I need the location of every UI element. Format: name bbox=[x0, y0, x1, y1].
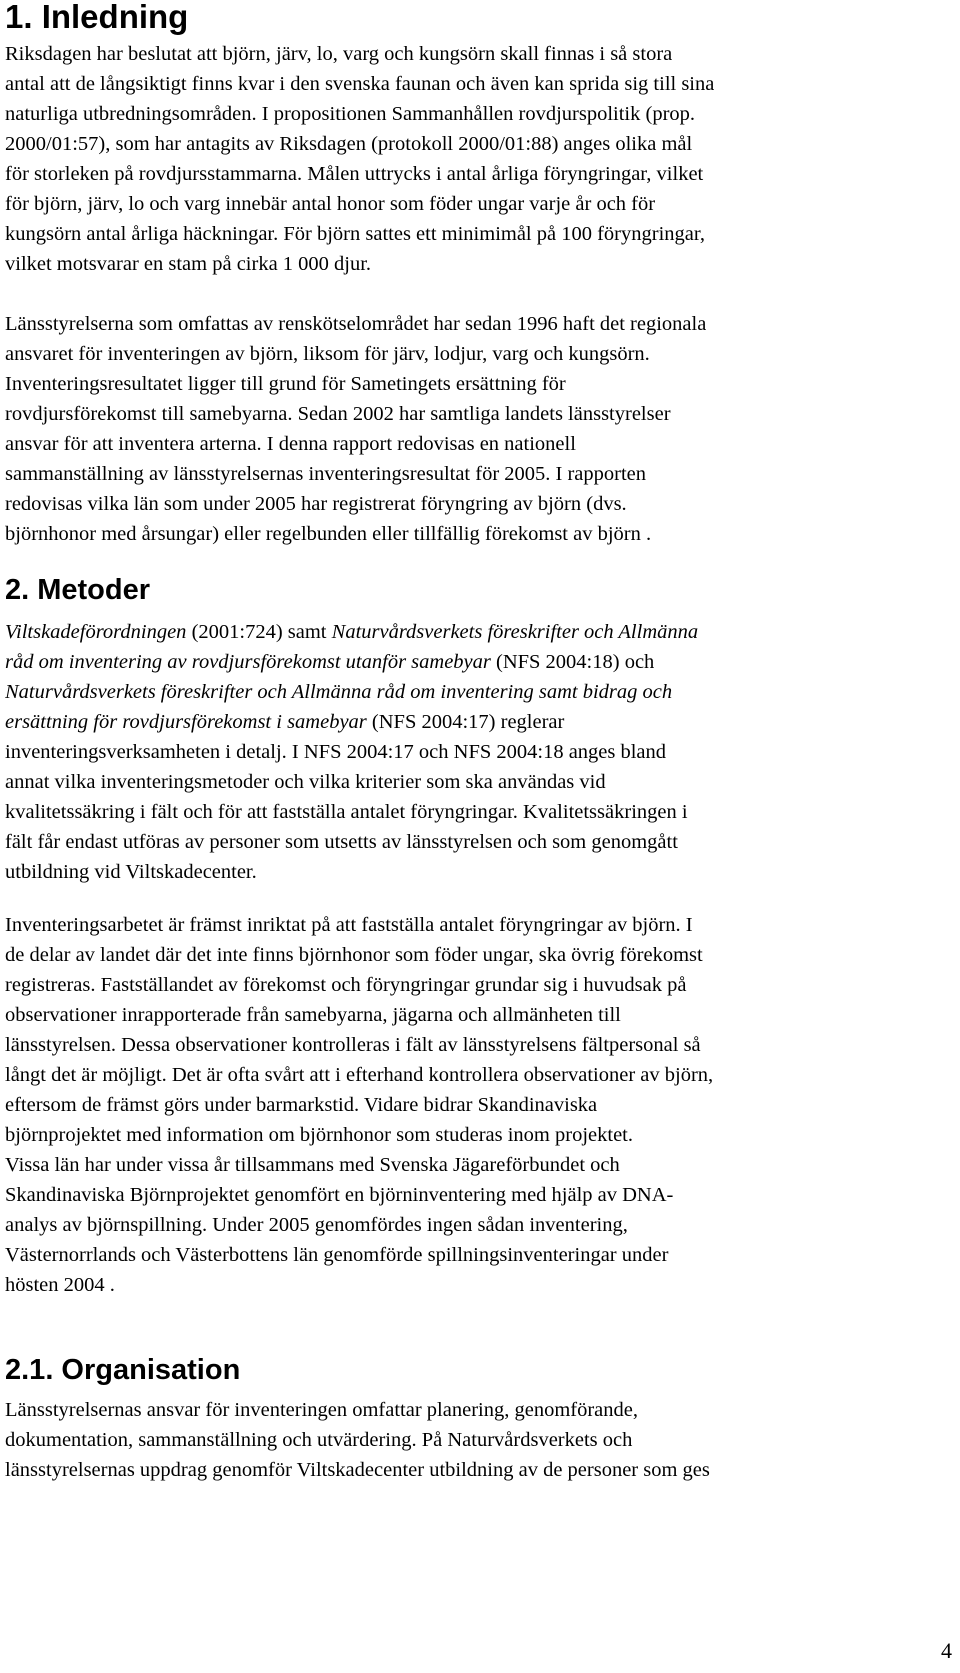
paragraph-metoder-1 bbox=[5, 617, 698, 887]
text-segment: (NFS 2004:17) reglerar bbox=[366, 711, 565, 733]
text-line: Vissa län har under vissa år tillsammans med Svenska Jägareförbundet och bbox=[5, 1154, 620, 1176]
heading-organisation: 2.1. Organisation bbox=[5, 1354, 241, 1386]
text-line: hösten 2004 . bbox=[5, 1274, 115, 1296]
text-line: fält får endast utföras av personer som utsetts av länsstyrelsen och som genomgått bbox=[5, 831, 678, 853]
italic-text: ersättning för rovdjursförekomst i samebyar bbox=[5, 711, 367, 733]
text-line bbox=[5, 707, 698, 737]
text-line: Länsstyrelserna som omfattas av renskötselområdet har sedan 1996 haft det regionala bbox=[5, 313, 707, 335]
text-line: sammanställning av länsstyrelsernas inventeringsresultat för 2005. I rapporten bbox=[5, 463, 647, 485]
text-line: Naturvårdsverkets föreskrifter och Allmänna råd om inventering samt bidrag och bbox=[5, 681, 673, 703]
italic-text: Naturvårdsverkets föreskrifter och Allmänna bbox=[331, 621, 699, 643]
text-line: för björn, järv, lo och varg innebär antal honor som föder ungar varje år och för bbox=[5, 193, 656, 215]
text-line: kungsörn antal årliga häckningar. För björn sattes ett minimimål på 100 föryngringar, bbox=[5, 223, 706, 245]
text-line: länsstyrelsernas uppdrag genomför Viltskadecenter utbildning av de personer som ges bbox=[5, 1459, 710, 1481]
text-line bbox=[5, 617, 698, 647]
text-line: inventeringsverksamheten i detalj. I NFS 2004:17 och NFS 2004:18 anges bland bbox=[5, 741, 667, 763]
text-line: Västernorrlands och Västerbottens län genomförde spillningsinventeringar under bbox=[5, 1244, 669, 1266]
text-line: antal att de långsiktigt finns kvar i den svenska faunan och även kan sprida sig till sina bbox=[5, 73, 715, 95]
text-line: eftersom de främst görs under barmarkstid. Vidare bidrar Skandinaviska bbox=[5, 1094, 598, 1116]
text-line: utbildning vid Viltskadecenter. bbox=[5, 861, 257, 883]
text-line: annat vilka inventeringsmetoder och vilka kriterier som ska användas vid bbox=[5, 771, 606, 793]
heading-inledning: 1. Inledning bbox=[5, 0, 189, 35]
paragraph-rest bbox=[5, 737, 698, 887]
text-line: 2000/01:57), som har antagits av Riksdagen (protokoll 2000/01:88) anges olika mål bbox=[5, 133, 693, 155]
text-line: långt det är möjligt. Det är ofta svårt att i efterhand kontrollera observationer av björn, bbox=[5, 1064, 714, 1086]
italic-text: Viltskadeförordningen bbox=[5, 621, 187, 643]
paragraph-inledning-1 bbox=[5, 39, 714, 279]
text-line: naturliga utbredningsområden. I propositionen Sammanhållen rovdjurspolitik (prop. bbox=[5, 103, 696, 125]
text-line: de delar av landet där det inte finns björnhonor som föder ungar, ska övrig förekomst bbox=[5, 944, 703, 966]
text-segment: (2001:724) samt bbox=[186, 621, 332, 643]
text-line: ansvar för att inventera arterna. I denna rapport redovisas en nationell bbox=[5, 433, 576, 455]
paragraph-metoder-2 bbox=[5, 910, 713, 1300]
text-line: ansvaret för inventeringen av björn, liksom för järv, lodjur, varg och kungsörn. bbox=[5, 343, 650, 365]
text-line: redovisas vilka län som under 2005 har registrerat föryngring av björn (dvs. bbox=[5, 493, 627, 515]
text-line: björnhonor med årsungar) eller regelbunden eller tillfällig förekomst av björn . bbox=[5, 523, 652, 545]
text-line: Skandinaviska Björnprojektet genomfört en björninventering med hjälp av DNA- bbox=[5, 1184, 674, 1206]
heading-metoder: 2. Metoder bbox=[5, 574, 151, 606]
italic-text: råd om inventering av rovdjursförekomst utanför samebyar bbox=[5, 651, 491, 673]
text-line: observationer inrapporterade från samebyarna, jägarna och allmänheten till bbox=[5, 1004, 621, 1026]
text-line: kvalitetssäkring i fält och för att fastställa antalet föryngringar. Kvalitetssäkringen i bbox=[5, 801, 688, 823]
text-line: vilket motsvarar en stam på cirka 1 000 djur. bbox=[5, 253, 372, 275]
text-segment: (NFS 2004:18) och bbox=[490, 651, 655, 673]
paragraph-inledning-2 bbox=[5, 309, 706, 549]
text-line: dokumentation, sammanställning och utvärdering. På Naturvårdsverkets och bbox=[5, 1429, 633, 1451]
text-line: länsstyrelsen. Dessa observationer kontrolleras i fält av länsstyrelsens fältpersonal så bbox=[5, 1034, 701, 1056]
text-line: registreras. Fastställandet av förekomst och föryngringar grundar sig i huvudsak på bbox=[5, 974, 687, 996]
text-line: Inventeringsresultatet ligger till grund för Sametingets ersättning för bbox=[5, 373, 566, 395]
text-line: rovdjursförekomst till samebyarna. Sedan 2002 har samtliga landets länsstyrelser bbox=[5, 403, 671, 425]
text-line: Inventeringsarbetet är främst inriktat på att fastställa antalet föryngringar av björn. I bbox=[5, 914, 693, 936]
text-line: björnprojektet med information om björnhonor som studeras inom projektet. bbox=[5, 1124, 633, 1146]
text-line: analys av björnspillning. Under 2005 genomfördes ingen sådan inventering, bbox=[5, 1214, 628, 1236]
text-line: Riksdagen har beslutat att björn, järv, lo, varg och kungsörn skall finnas i så stora bbox=[5, 43, 673, 65]
text-line: Länsstyrelsernas ansvar för inventeringen omfattar planering, genomförande, bbox=[5, 1399, 638, 1421]
paragraph-organisation-1 bbox=[5, 1395, 710, 1485]
page-number: 4 bbox=[941, 1638, 952, 1663]
text-line: för storleken på rovdjursstammarna. Målen uttrycks i antal årliga föryngringar, vilket bbox=[5, 163, 704, 185]
text-line bbox=[5, 647, 698, 677]
